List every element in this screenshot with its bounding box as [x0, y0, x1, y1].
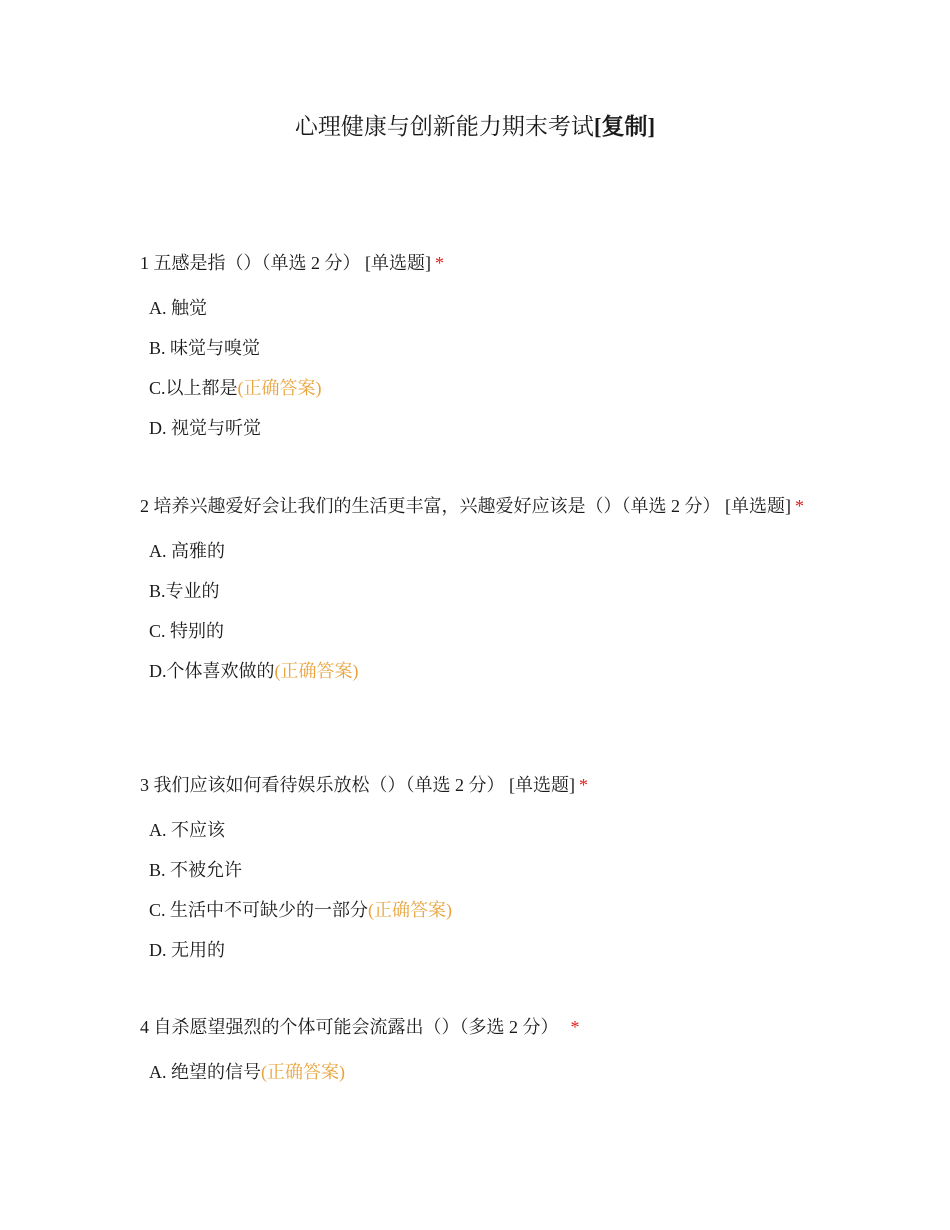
option-label: A. 不应该 — [149, 820, 225, 840]
question-text: 4 自杀愿望强烈的个体可能会流露出（）（多选 2 分） — [140, 1017, 559, 1037]
required-mark: * — [579, 775, 588, 795]
option-b[interactable] — [149, 328, 810, 368]
option-label: A. 绝望的信号 — [149, 1062, 261, 1082]
option-label: B.专业的 — [149, 581, 220, 601]
correct-answer-tag: (正确答案) — [368, 900, 453, 920]
option-label: C. 特别的 — [149, 621, 225, 641]
option-a[interactable] — [149, 531, 810, 571]
option-label: B. 不被允许 — [149, 860, 243, 880]
option-a[interactable] — [149, 1052, 810, 1092]
option-label: A. 高雅的 — [149, 541, 225, 561]
question-stem — [140, 1008, 810, 1046]
option-c[interactable] — [149, 890, 810, 930]
question-1 — [140, 244, 810, 448]
option-label: A. 触觉 — [149, 298, 207, 318]
page-title — [0, 110, 950, 144]
correct-answer-tag: (正确答案) — [237, 378, 322, 398]
title-suffix: [复制] — [593, 114, 656, 139]
correct-answer-tag: (正确答案) — [261, 1062, 345, 1082]
option-label: D.个体喜欢做的 — [149, 661, 275, 681]
option-a[interactable] — [149, 288, 810, 328]
correct-answer-tag: (正确答案) — [274, 661, 359, 681]
option-label: B. 味觉与嗅觉 — [149, 338, 261, 358]
question-4 — [140, 1008, 810, 1092]
question-stem — [140, 244, 810, 282]
option-label: D. 视觉与听觉 — [149, 418, 261, 438]
option-b[interactable] — [149, 850, 810, 890]
question-2 — [140, 487, 810, 691]
option-c[interactable] — [149, 611, 810, 651]
question-stem — [140, 766, 810, 804]
title-main: 心理健康与创新能力期末考试 — [294, 114, 594, 139]
option-d[interactable] — [149, 651, 810, 691]
option-label: D. 无用的 — [149, 940, 225, 960]
question-text: 3 我们应该如何看待娱乐放松（）（单选 2 分） [单选题] — [140, 775, 575, 795]
question-stem — [140, 487, 810, 525]
required-mark: * — [570, 1017, 580, 1037]
option-a[interactable] — [149, 810, 810, 850]
option-d[interactable] — [149, 408, 810, 448]
option-b[interactable] — [149, 571, 810, 611]
question-3 — [140, 766, 810, 970]
question-text: 2 培养兴趣爱好会让我们的生活更丰富，兴趣爱好应该是（）（单选 2 分） [单选题] — [140, 496, 791, 516]
required-mark: * — [795, 496, 804, 516]
option-c[interactable] — [149, 368, 810, 408]
question-text: 1 五感是指（）（单选 2 分） [单选题] — [140, 253, 431, 273]
required-mark: * — [435, 253, 444, 273]
option-label: C.以上都是 — [149, 378, 238, 398]
option-label: C. 生活中不可缺少的一部分 — [149, 900, 369, 920]
option-d[interactable] — [149, 930, 810, 970]
